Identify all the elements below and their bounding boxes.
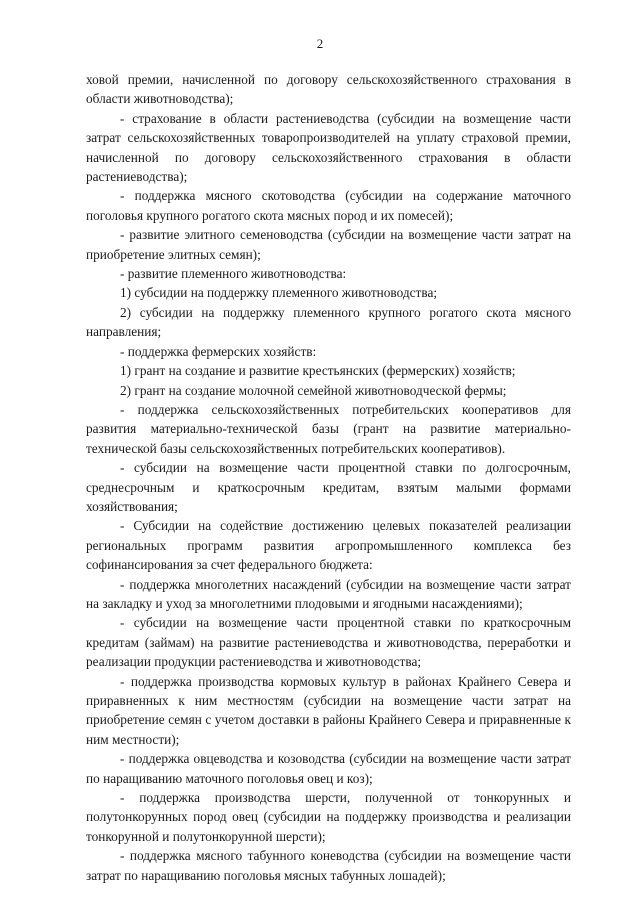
paragraph: - развитие племенного животноводства: bbox=[120, 266, 347, 282]
paragraph: - страхование в области растениеводства (субсидии на возмещение части затрат сельскохозяйственных товаропроизводителей на уплату страховой премии, начисленной по договору сельскохозяйственного страхования в области растениеводства); bbox=[86, 110, 571, 185]
paragraph: - поддержка фермерских хозяйств: bbox=[120, 343, 317, 359]
paragraph: 2) грант на создание молочной семейной животноводческой фермы; bbox=[120, 382, 507, 398]
paragraph: - поддержка производства кормовых культур в районах Крайнего Севера и приравненных к ним местностям (субсидии на возмещение части затрат на приобретение семян с учетом доставки в районы Крайнего Севера и приравненные к ним местности); bbox=[86, 673, 571, 747]
paragraph: - поддержка производства шерсти, полученной от тонкорунных и полутонкорунных пород овец (субсидии на поддержку производства и реализации тонкорунной и полутонкорунной шерсти); bbox=[86, 790, 571, 844]
paragraph: - поддержка овцеводства и козоводства (субсидии на возмещение части затрат по наращиванию маточного поголовья овец и коз); bbox=[86, 751, 571, 786]
paragraph: - субсидии на возмещение части процентной ставки по краткосрочным кредитам (займам) на развитие растениеводства и животноводства, переработки и реализации продукции растениеводства и животноводства; bbox=[86, 615, 571, 670]
paragraph: - поддержка мясного табунного коневодства (субсидии на возмещение части затрат по наращиванию поголовья мясных табунных лошадей); bbox=[86, 848, 571, 883]
paragraph: - развитие элитного семеноводства (субсидии на возмещение части затрат на приобретение элитных семян); bbox=[86, 227, 571, 262]
paragraph: 1) субсидии на поддержку племенного животноводства; bbox=[120, 285, 438, 301]
page-number: 2 bbox=[316, 36, 324, 51]
paragraph: - поддержка мясного скотоводства (субсидии на содержание маточного поголовья крупного рогатого скота мясных пород и их помесей); bbox=[86, 188, 571, 223]
paragraph: 2) субсидии на поддержку племенного крупного рогатого скота мясного направления; bbox=[86, 304, 571, 340]
paragraph: - Субсидии на содействие достижению целевых показателей реализации региональных программ развития агропромышленного комплекса без софинансирования за счет федерального бюджета: bbox=[86, 518, 571, 573]
paragraph: - поддержка сельскохозяйственных потребительских кооперативов для развития материально-технической базы (грант на развитие материально-технической базы сельскохозяйственных потребительских кооперативов). bbox=[86, 401, 571, 456]
paragraph: - поддержка многолетних насаждений (субсидии на возмещение части затрат на закладку и уход за многолетними плодовыми и ягодными насаждениями); bbox=[86, 576, 571, 611]
paragraph: 1) грант на создание и развитие крестьянских (фермерских) хозяйств; bbox=[120, 363, 516, 379]
paragraph: ховой премии, начисленной по договору сельскохозяйственного страхования в области животноводства); bbox=[86, 72, 571, 107]
paragraph: - субсидии на возмещение части процентной ставки по долгосрочным, среднесрочным и краткосрочным кредитам, взятым малыми формами хозяйствования; bbox=[86, 460, 571, 514]
document-body bbox=[86, 70, 571, 885]
